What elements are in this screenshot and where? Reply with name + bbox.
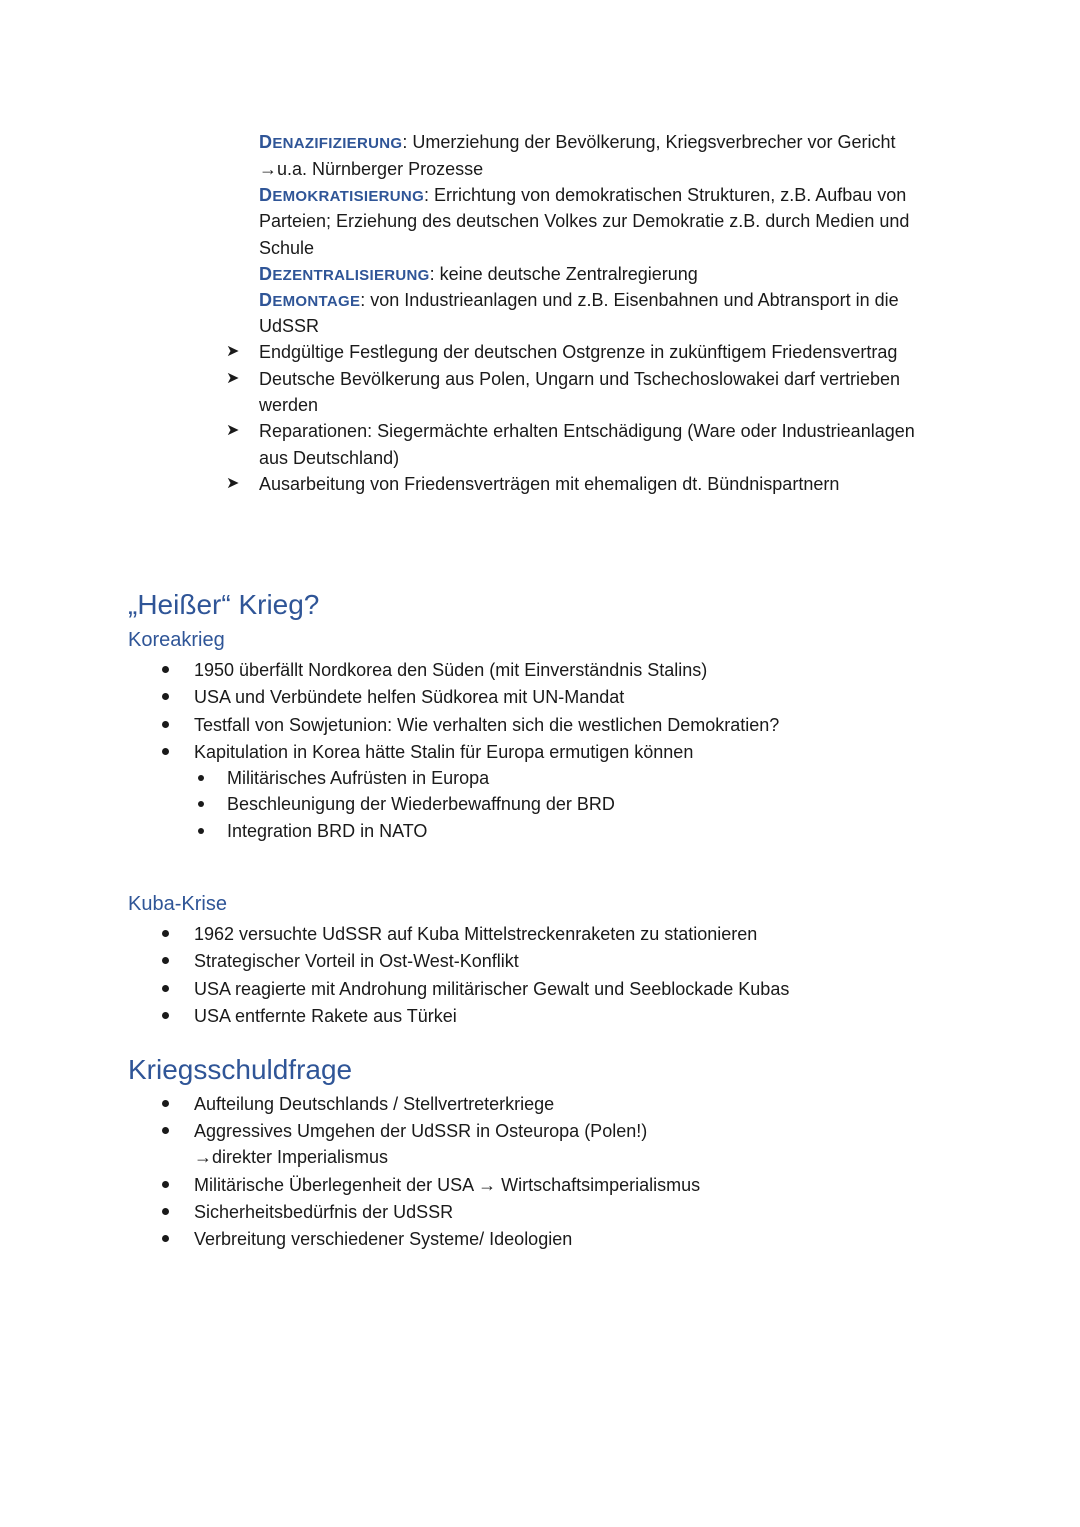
korea-item-2: USA und Verbündete helfen Südkorea mit UN-Mandat: [194, 687, 625, 707]
korea-item-4: Kapitulation in Korea hätte Stalin für Europa ermutigen können: [194, 742, 694, 762]
demontage-text: : von Industrieanlagen und z.B. Eisenbahnen und Abtransport in die: [360, 290, 899, 310]
kuba-item-1: 1962 versuchte UdSSR auf Kuba Mittelstreckenraketen zu stationieren: [194, 924, 758, 944]
arrow-item-2-cont: werden: [259, 395, 319, 415]
denazifizierung-cont: →u.a. Nürnberger Prozesse: [259, 159, 484, 179]
arrow-item-3: Reparationen: Siegermächte erhalten Entschädigung (Ware oder Industrieanlagen: [259, 421, 915, 441]
kuba-item-4: USA entfernte Rakete aus Türkei: [194, 1006, 457, 1026]
term-demokratisierung: DEMOKRATISIERUNG: [259, 185, 425, 205]
kuba-item-3: USA reagierte mit Androhung militärischer Gewalt und Seeblockade Kubas: [194, 979, 790, 999]
bullet-icon: [162, 1208, 169, 1215]
dezentralisierung-line: [259, 261, 698, 289]
heading-kuba-krise: Kuba-Krise: [128, 893, 227, 915]
schuld-item-2: Aggressives Umgehen der UdSSR in Osteuropa (Polen!): [194, 1121, 648, 1141]
bullet-icon: [162, 666, 169, 673]
korea-subitem-1: Militärisches Aufrüsten in Europa: [227, 768, 490, 788]
schuld-item-5: Verbreitung verschiedener Systeme/ Ideologien: [194, 1229, 573, 1249]
bullet-icon: [162, 721, 169, 728]
arrow-bullet-icon: ➤: [226, 370, 240, 387]
arrow-item-4: Ausarbeitung von Friedensverträgen mit ehemaligen dt. Bündnispartnern: [259, 474, 840, 494]
bullet-icon: [162, 1100, 169, 1107]
demokratisierung-line: [259, 182, 906, 210]
demontage-cont: UdSSR: [259, 316, 320, 336]
bullet-icon: [162, 985, 169, 992]
kuba-item-2: Strategischer Vorteil in Ost-West-Konflikt: [194, 951, 519, 971]
bullet-icon: [162, 1181, 169, 1188]
term-dezentralisierung: DEZENTRALISIERUNG: [259, 264, 430, 284]
korea-subitem-3: Integration BRD in NATO: [227, 821, 428, 841]
term-demontage: DEMONTAGE: [259, 290, 361, 310]
schuld-item-1: Aufteilung Deutschlands / Stellvertreterkriege: [194, 1094, 555, 1114]
heading-heisser-krieg: „Heißer“ Krieg?: [128, 589, 320, 620]
bullet-icon: [162, 1012, 169, 1019]
bullet-icon: [162, 748, 169, 755]
denazifizierung-line: [259, 129, 896, 157]
arrow-bullet-icon: ➤: [226, 343, 240, 360]
demontage-line: [259, 287, 899, 315]
arrow-item-2: Deutsche Bevölkerung aus Polen, Ungarn und Tschechoslowakei darf vertrieben: [259, 369, 901, 389]
schuld-item-3: Militärische Überlegenheit der USA → Wirtschaftsimperialismus: [194, 1175, 701, 1195]
arrow-item-3-cont: aus Deutschland): [259, 448, 400, 468]
korea-item-3: Testfall von Sowjetunion: Wie verhalten sich die westlichen Demokratien?: [194, 715, 780, 735]
sub-bullet-icon: [198, 775, 204, 781]
bullet-icon: [162, 693, 169, 700]
korea-subitem-2: Beschleunigung der Wiederbewaffnung der BRD: [227, 794, 615, 814]
demokratisierung-text: : Errichtung von demokratischen Strukturen, z.B. Aufbau von: [424, 185, 907, 205]
sub-bullet-icon: [198, 801, 204, 807]
schuld-item-2-cont: →direkter Imperialismus: [194, 1147, 389, 1167]
arrow-bullet-icon: ➤: [226, 422, 240, 439]
demokratisierung-cont1: Parteien; Erziehung des deutschen Volkes zur Demokratie z.B. durch Medien und: [259, 211, 910, 231]
schuld-item-4: Sicherheitsbedürfnis der UdSSR: [194, 1202, 454, 1222]
korea-item-1: 1950 überfällt Nordkorea den Süden (mit Einverständnis Stalins): [194, 660, 708, 680]
demokratisierung-cont2: Schule: [259, 238, 315, 258]
heading-koreakrieg: Koreakrieg: [128, 629, 225, 651]
arrow-item-1: Endgültige Festlegung der deutschen Ostgrenze in zukünftigem Friedensvertrag: [259, 342, 898, 362]
heading-kriegsschuldfrage: Kriegsschuldfrage: [128, 1054, 353, 1085]
bullet-icon: [162, 1235, 169, 1242]
sub-bullet-icon: [198, 828, 204, 834]
bullet-icon: [162, 930, 169, 937]
denazifizierung-text: : Umerziehung der Bevölkerung, Kriegsverbrecher vor Gericht: [402, 132, 896, 152]
bullet-icon: [162, 1127, 169, 1134]
dezentralisierung-text: : keine deutsche Zentralregierung: [429, 264, 698, 284]
bullet-icon: [162, 957, 169, 964]
term-denazifizierung: DENAZIFIZIERUNG: [259, 132, 403, 152]
arrow-bullet-icon: ➤: [226, 475, 240, 492]
